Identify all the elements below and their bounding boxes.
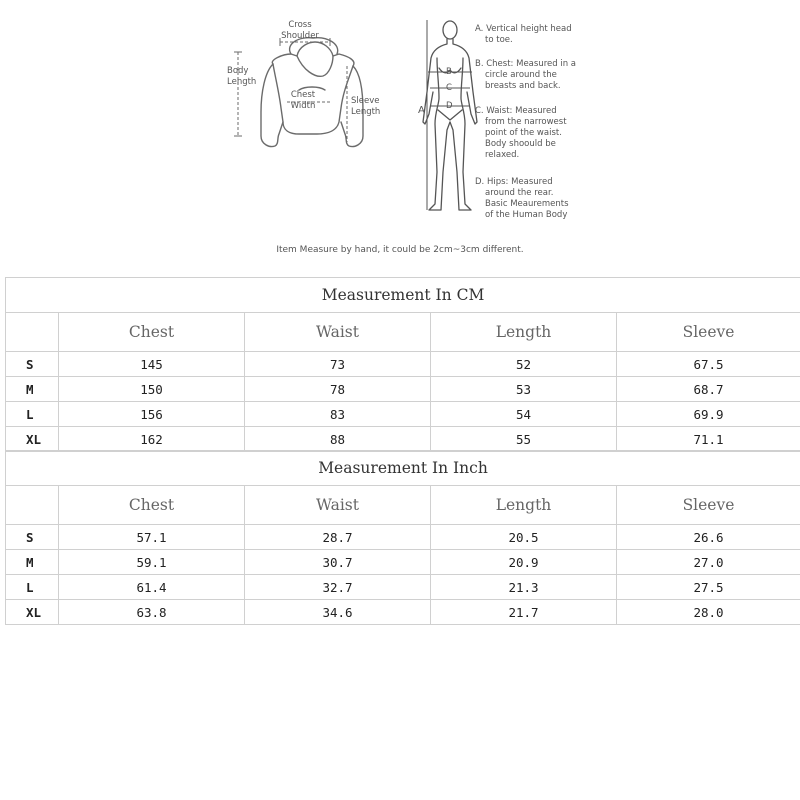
chest-value: 145	[59, 352, 245, 377]
body-letter-b: B	[446, 67, 452, 77]
chest-value: 63.8	[59, 600, 245, 625]
cm-header-length: Length	[431, 313, 617, 352]
length-value: 20.5	[431, 525, 617, 550]
legend-b: B. Chest: Measured in a circle around the breasts and back.	[475, 59, 576, 91]
cm-table-title: Measurement In CM	[6, 278, 800, 313]
chest-value: 162	[59, 427, 245, 452]
table-row	[6, 427, 800, 452]
size-label: XL	[6, 600, 59, 625]
length-value: 53	[431, 377, 617, 402]
length-value: 54	[431, 402, 617, 427]
waist-value: 32.7	[245, 575, 431, 600]
length-value: 52	[431, 352, 617, 377]
inch-size-table	[5, 450, 800, 625]
measure-note: Item Measure by hand, it could be 2cm~3cm different.	[276, 245, 524, 255]
waist-value: 30.7	[245, 550, 431, 575]
chest-width-label: Chest Width	[290, 90, 316, 111]
chest-value: 150	[59, 377, 245, 402]
waist-value: 28.7	[245, 525, 431, 550]
length-value: 20.9	[431, 550, 617, 575]
sleeve-value: 71.1	[617, 427, 800, 452]
cm-header-waist: Waist	[245, 313, 431, 352]
cm-header-chest: Chest	[59, 313, 245, 352]
size-label: XL	[6, 427, 59, 452]
sleeve-value: 69.9	[617, 402, 800, 427]
body-letter-a: A	[418, 105, 425, 116]
sleeve-value: 27.5	[617, 575, 800, 600]
inch-header-chest: Chest	[59, 486, 245, 525]
sleeve-value: 26.6	[617, 525, 800, 550]
table-row	[6, 550, 800, 575]
waist-value: 73	[245, 352, 431, 377]
cm-header-corner	[6, 313, 59, 352]
size-label: L	[6, 575, 59, 600]
body-length-label: Body Length	[227, 66, 257, 87]
chest-value: 57.1	[59, 525, 245, 550]
legend-d: D. Hips: Measured around the rear. Basic Meaurements of the Human Body	[475, 177, 569, 220]
chest-value: 59.1	[59, 550, 245, 575]
inch-header-sleeve: Sleeve	[617, 486, 800, 525]
size-label: M	[6, 377, 59, 402]
waist-value: 88	[245, 427, 431, 452]
sleeve-value: 67.5	[617, 352, 800, 377]
table-row	[6, 402, 800, 427]
length-value: 55	[431, 427, 617, 452]
cross-shoulder-label: Cross Shoulder	[281, 20, 319, 41]
cm-size-table	[5, 277, 800, 452]
sleeve-value: 68.7	[617, 377, 800, 402]
sleeve-value: 27.0	[617, 550, 800, 575]
measurement-diagram	[225, 12, 585, 237]
inch-header-length: Length	[431, 486, 617, 525]
waist-value: 34.6	[245, 600, 431, 625]
table-row	[6, 600, 800, 625]
table-row	[6, 575, 800, 600]
cm-header-sleeve: Sleeve	[617, 313, 800, 352]
size-label: L	[6, 402, 59, 427]
table-row	[6, 352, 800, 377]
sleeve-value: 28.0	[617, 600, 800, 625]
sleeve-length-label: Sleeve Length	[351, 96, 381, 117]
chest-value: 156	[59, 402, 245, 427]
inch-table-title: Measurement In Inch	[6, 451, 800, 486]
body-letter-d: D	[446, 101, 453, 111]
size-label: M	[6, 550, 59, 575]
inch-header-waist: Waist	[245, 486, 431, 525]
body-letter-c: C	[446, 83, 452, 93]
legend-c: C. Waist: Measured from the narrowest point of the waist. Body shoould be relaxed.	[475, 106, 567, 160]
inch-header-corner	[6, 486, 59, 525]
waist-value: 83	[245, 402, 431, 427]
table-row	[6, 525, 800, 550]
length-value: 21.7	[431, 600, 617, 625]
table-row	[6, 377, 800, 402]
size-label: S	[6, 525, 59, 550]
size-label: S	[6, 352, 59, 377]
legend-a: A. Vertical height head to toe.	[475, 24, 572, 45]
waist-value: 78	[245, 377, 431, 402]
chest-value: 61.4	[59, 575, 245, 600]
length-value: 21.3	[431, 575, 617, 600]
